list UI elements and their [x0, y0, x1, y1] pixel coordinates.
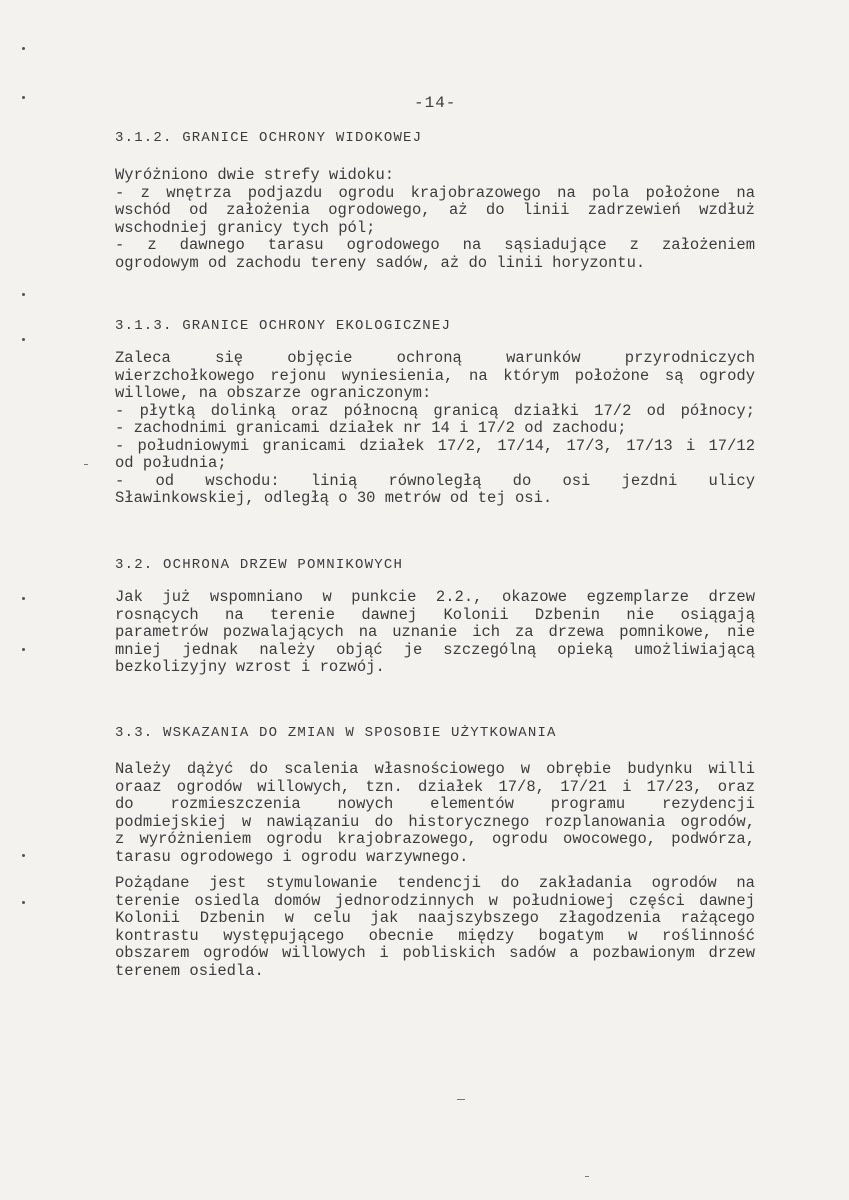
text-line: Jak już wspomniano w punkcie 2.2., okazowe egzemplarze drzew: [115, 588, 755, 606]
text-line: wierzchołkowego rejonu wyniesienia, na którym położone są ogrody: [115, 366, 755, 385]
text-line: oraaz ogrodów willowych, tzn. działek 17/8, 17/21 i 17/23, oraz: [115, 777, 755, 796]
page-number: -14-: [414, 94, 457, 112]
text-line: obszarem ogrodów willowych i pobliskich sadów a pozbawionym drzew: [115, 944, 755, 962]
text-line: Pożądane jest stymulowanie tendencji do zakładania ogrodów na: [115, 874, 755, 892]
text-line: podmiejskiej w nawiązaniu do historycznego rozplanowania ogrodów,: [115, 812, 755, 831]
text-line: - południowymi granicami działek 17/2, 17/14, 17/3, 17/13 i 17/12: [115, 436, 755, 455]
text-line: Zaleca się objęcie ochroną warunków przyrodniczych: [115, 349, 755, 367]
section-heading: 3.1.2. GRANICE OCHRONY WIDOKOWEJ: [115, 130, 423, 146]
scan-dot: [22, 597, 25, 600]
scan-mark: [585, 1176, 589, 1177]
section-paragraph: [115, 875, 755, 980]
section-paragraph: [115, 761, 755, 866]
section-paragraph: [115, 589, 755, 677]
text-line: wschód od założenia ogrodowego, aż do linii zadrzewień wzdłuż: [115, 201, 755, 219]
text-line: willowe, na obszarze ograniczonym:: [115, 384, 432, 402]
scan-mark: [84, 464, 88, 465]
text-line: tarasu ogrodowego i ogrodu warzywnego.: [115, 847, 469, 866]
text-line: z wyróżnieniem ogrodu krajobrazowego, ogrodu owocowego, podwórza,: [115, 830, 755, 848]
text-line: rosnących na terenie dawnej Kolonii Dzbenin nie osiągają: [115, 605, 755, 624]
section-heading: 3.2. OCHRONA DRZEW POMNIKOWYCH: [115, 557, 404, 573]
text-line: Należy dążyć do scalenia własnościowego w obrębie budynku willi: [115, 760, 755, 778]
scan-dot: [22, 96, 25, 99]
text-line: parametrów pozwalających na uznanie ich za drzewa pomnikowe, nie: [115, 623, 755, 641]
text-line: - od wschodu: linią równoległą do osi jezdni ulicy: [115, 471, 755, 490]
section-heading: 3.1.3. GRANICE OCHRONY EKOLOGICZNEJ: [115, 318, 452, 334]
section-paragraph: [115, 167, 755, 272]
scan-dot: [22, 338, 25, 341]
text-line: Kolonii Dzbenin w celu jak naajszybszego złagodzenia rażącego: [115, 909, 755, 927]
text-line: - płytką dolinką oraz północną granicą działki 17/2 od północy;: [115, 401, 755, 420]
text-line: kontrastu występującego obecnie między bogatym w roślinność: [115, 926, 755, 945]
text-line: od południa;: [115, 454, 227, 472]
text-line: bezkolizyjny wzrost i rozwój.: [115, 658, 385, 676]
text-line: ogrodowym od zachodu tereny sadów, aż do linii horyzontu.: [115, 253, 646, 272]
text-line: terenem osiedla.: [115, 961, 264, 980]
text-line: wschodniej granicy tych pól;: [115, 218, 376, 237]
text-line: - z wnętrza podjazdu ogrodu krajobrazowego na pola położone na: [115, 183, 755, 202]
scan-dot: [22, 901, 25, 904]
scan-mark: [457, 1099, 465, 1100]
section-paragraph: [115, 350, 755, 508]
text-line: Sławinkowskiej, odległą o 30 metrów od tej osi.: [115, 489, 553, 507]
scan-dot: [22, 293, 25, 296]
scan-dot: [22, 854, 25, 857]
text-line: Wyróżniono dwie strefy widoku:: [115, 166, 395, 184]
text-line: mniej jednak należy objąć je szczególną opieką umożliwiającą: [115, 640, 755, 659]
section-heading: 3.3. WSKAZANIA DO ZMIAN W SPOSOBIE UŻYTKOWANIA: [115, 725, 557, 741]
text-line: do rozmieszczenia nowych elementów programu rezydencji: [115, 795, 755, 813]
text-line: - zachodnimi granicami działek nr 14 i 17/2 od zachodu;: [115, 419, 627, 437]
scan-dot: [22, 648, 25, 651]
text-line: terenie osiedla domów jednorodzinnych w południowej części dawnej: [115, 891, 755, 910]
text-line: - z dawnego tarasu ogrodowego na sąsiadujące z założeniem: [115, 236, 755, 254]
scan-dot: [22, 47, 25, 50]
